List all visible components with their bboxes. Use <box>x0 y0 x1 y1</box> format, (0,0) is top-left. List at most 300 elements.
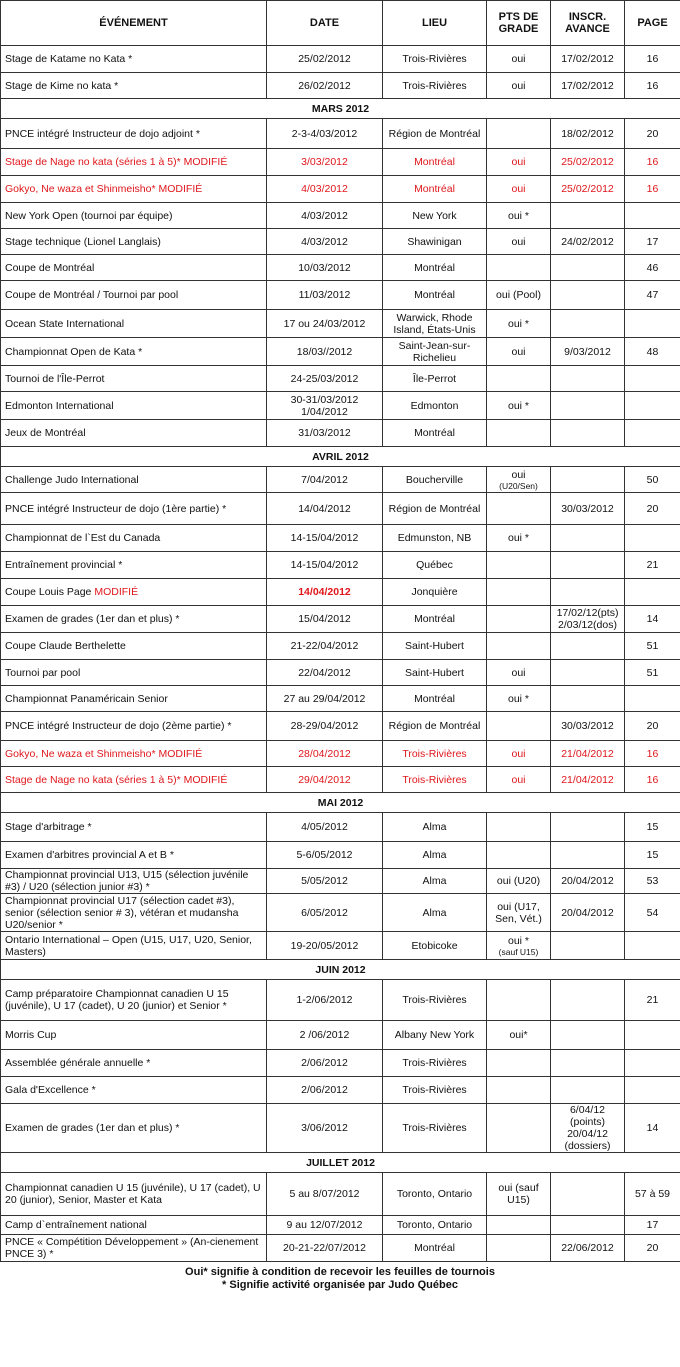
cell-date: 7/04/2012 <box>267 467 383 493</box>
event-row <box>1 420 680 447</box>
event-row <box>1 932 680 960</box>
cell-date: 2/06/2012 <box>267 1077 383 1104</box>
event-row <box>1 741 680 767</box>
cell-place: Toronto, Ontario <box>383 1173 487 1216</box>
cell-points <box>487 493 551 525</box>
event-row <box>1 1021 680 1050</box>
points-value: oui * <box>507 934 529 947</box>
cell-inscr <box>551 392 625 420</box>
cell-place: Etobicoke <box>383 932 487 960</box>
cell-date: 4/05/2012 <box>267 813 383 842</box>
event-row <box>1 525 680 552</box>
event-row <box>1 73 680 99</box>
cell-date: 5-6/05/2012 <box>267 842 383 869</box>
cell-place: Montréal <box>383 686 487 712</box>
cell-points <box>487 579 551 606</box>
cell-inscr <box>551 310 625 338</box>
cell-date: 9 au 12/07/2012 <box>267 1216 383 1235</box>
cell-page <box>625 310 680 338</box>
month-section-row <box>1 1153 680 1173</box>
cell-date: 14-15/04/2012 <box>267 525 383 552</box>
cell-place: Montréal <box>383 281 487 310</box>
event-row <box>1 686 680 712</box>
cell-date: 5/05/2012 <box>267 869 383 894</box>
cell-place: Alma <box>383 842 487 869</box>
cell-inscr: 18/02/2012 <box>551 119 625 149</box>
cell-inscr <box>551 980 625 1021</box>
cell-event: Championnat canadien U 15 (juvénile), U 17 (cadet), U 20 (junior), Senior, Master et Kata <box>1 1173 267 1216</box>
cell-page: 20 <box>625 1235 680 1262</box>
cell-page <box>625 392 680 420</box>
cell-event: Stage d'arbitrage * <box>1 813 267 842</box>
cell-points: oui * <box>487 310 551 338</box>
cell-points: oui (U20) <box>487 869 551 894</box>
cell-date: 14/04/2012 <box>267 579 383 606</box>
cell-place: Trois-Rivières <box>383 767 487 793</box>
cell-event: Stage de Katame no Kata * <box>1 46 267 73</box>
cell-event: Gala d'Excellence * <box>1 1077 267 1104</box>
cell-event: PNCE intégré Instructeur de dojo adjoint * <box>1 119 267 149</box>
month-heading: JUIN 2012 <box>1 960 680 980</box>
cell-points <box>487 1235 551 1262</box>
cell-place: Saint-Jean-sur-Richelieu <box>383 338 487 366</box>
cell-event: Challenge Judo International <box>1 467 267 493</box>
cell-page <box>625 1021 680 1050</box>
cell-page: 54 <box>625 894 680 932</box>
cell-page <box>625 1050 680 1077</box>
cell-points <box>487 366 551 392</box>
cell-page: 16 <box>625 176 680 203</box>
header-row <box>1 1 680 46</box>
month-heading: MARS 2012 <box>1 99 680 119</box>
cell-date: 28-29/04/2012 <box>267 712 383 741</box>
cell-date: 5 au 8/07/2012 <box>267 1173 383 1216</box>
cell-event: Championnat Open de Kata * <box>1 338 267 366</box>
cell-page: 15 <box>625 842 680 869</box>
cell-event: Entraînement provincial * <box>1 552 267 579</box>
points-note: (sauf U15) <box>498 946 539 957</box>
cell-place: Région de Montréal <box>383 119 487 149</box>
cell-inscr <box>551 552 625 579</box>
cell-page <box>625 420 680 447</box>
event-row <box>1 842 680 869</box>
cell-inscr <box>551 525 625 552</box>
cell-inscr: 30/03/2012 <box>551 712 625 741</box>
cell-inscr <box>551 1077 625 1104</box>
cell-inscr <box>551 1216 625 1235</box>
cell-event: Stage de Nage no kata (séries 1 à 5)* MODIFIÉ <box>1 149 267 176</box>
event-row <box>1 46 680 73</box>
event-row <box>1 255 680 281</box>
cell-inscr <box>551 203 625 229</box>
month-section-row <box>1 447 680 467</box>
header-page: PAGE <box>625 1 680 46</box>
cell-page <box>625 525 680 552</box>
event-row <box>1 633 680 660</box>
cell-points: oui (U17, Sen, Vét.) <box>487 894 551 932</box>
cell-place: Alma <box>383 894 487 932</box>
cell-inscr: 20/04/2012 <box>551 894 625 932</box>
cell-page: 15 <box>625 813 680 842</box>
cell-event: Coupe de Montréal / Tournoi par pool <box>1 281 267 310</box>
cell-place: Edmonton <box>383 392 487 420</box>
cell-place: Montréal <box>383 176 487 203</box>
cell-page: 51 <box>625 633 680 660</box>
event-row <box>1 1235 680 1262</box>
cell-page: 21 <box>625 980 680 1021</box>
points-note: (U20/Sen) <box>499 480 538 491</box>
cell-points: oui* <box>487 1021 551 1050</box>
cell-date: 3/06/2012 <box>267 1104 383 1153</box>
cell-points <box>487 255 551 281</box>
points-value: oui <box>511 468 526 481</box>
event-row <box>1 281 680 310</box>
cell-points: oui (sauf U15) <box>487 1173 551 1216</box>
cell-inscr <box>551 366 625 392</box>
month-section-row <box>1 793 680 813</box>
cell-points <box>487 420 551 447</box>
cell-date: 4/03/2012 <box>267 176 383 203</box>
cell-event: Coupe Claude Berthelette <box>1 633 267 660</box>
cell-date: 17 ou 24/03/2012 <box>267 310 383 338</box>
footer-note-1: Oui* signifie à condition de recevoir les feuilles de tournois <box>185 1266 495 1278</box>
cell-page: 20 <box>625 712 680 741</box>
cell-event <box>1 579 267 606</box>
cell-date: 1-2/06/2012 <box>267 980 383 1021</box>
cell-event: PNCE intégré Instructeur de dojo (1ère partie) * <box>1 493 267 525</box>
cell-event: Examen de grades (1er dan et plus) * <box>1 1104 267 1153</box>
month-section-row <box>1 960 680 980</box>
cell-date: 10/03/2012 <box>267 255 383 281</box>
event-row <box>1 894 680 932</box>
cell-date: 27 au 29/04/2012 <box>267 686 383 712</box>
cell-event: Championnat provincial U17 (sélection cadet #3), senior (sélection senior # 3), vétéran et mudansha U20/senior * <box>1 894 267 932</box>
event-row <box>1 813 680 842</box>
cell-place: Alma <box>383 813 487 842</box>
cell-points <box>487 1077 551 1104</box>
cell-inscr: 17/02/2012 <box>551 73 625 99</box>
cell-date: 25/02/2012 <box>267 46 383 73</box>
cell-inscr: 30/03/2012 <box>551 493 625 525</box>
cell-event: Assemblée générale annuelle * <box>1 1050 267 1077</box>
cell-event: Championnat provincial U13, U15 (sélection juvénile #3) / U20 (sélection junior #3) * <box>1 869 267 894</box>
cell-date: 22/04/2012 <box>267 660 383 686</box>
month-heading: MAI 2012 <box>1 793 680 813</box>
cell-place: Trois-Rivières <box>383 980 487 1021</box>
cell-page: 50 <box>625 467 680 493</box>
event-row <box>1 149 680 176</box>
footer-notes <box>0 1262 680 1292</box>
schedule-body <box>1 46 680 1262</box>
event-row <box>1 310 680 338</box>
cell-inscr: 21/04/2012 <box>551 741 625 767</box>
event-row <box>1 229 680 255</box>
header-inscr: INSCR. AVANCE <box>551 1 625 46</box>
event-row <box>1 338 680 366</box>
cell-points: oui <box>487 46 551 73</box>
cell-date: 18/03//2012 <box>267 338 383 366</box>
cell-points: oui <box>487 149 551 176</box>
cell-event: Championnat de l`Est du Canada <box>1 525 267 552</box>
cell-points: oui * <box>487 392 551 420</box>
cell-date: 15/04/2012 <box>267 606 383 633</box>
cell-event: Ocean State International <box>1 310 267 338</box>
cell-points: oui * <box>487 203 551 229</box>
cell-inscr <box>551 281 625 310</box>
cell-date: 30-31/03/2012 1/04/2012 <box>267 392 383 420</box>
cell-points <box>487 633 551 660</box>
cell-inscr: 24/02/2012 <box>551 229 625 255</box>
cell-date: 31/03/2012 <box>267 420 383 447</box>
cell-points <box>487 1104 551 1153</box>
cell-page: 16 <box>625 149 680 176</box>
cell-event: PNCE intégré Instructeur de dojo (2ème partie) * <box>1 712 267 741</box>
cell-event: Gokyo, Ne waza et Shinmeisho* MODIFIÉ <box>1 176 267 203</box>
cell-points <box>487 712 551 741</box>
cell-inscr <box>551 633 625 660</box>
cell-place: Edmunston, NB <box>383 525 487 552</box>
event-row <box>1 1216 680 1235</box>
footer-note-2: * Signifie activité organisée par Judo Québec <box>222 1279 458 1291</box>
cell-page: 51 <box>625 660 680 686</box>
event-row <box>1 1104 680 1153</box>
cell-place: Montréal <box>383 420 487 447</box>
cell-date: 4/03/2012 <box>267 203 383 229</box>
event-row <box>1 980 680 1021</box>
cell-page: 20 <box>625 493 680 525</box>
cell-points: oui <box>487 176 551 203</box>
cell-page: 14 <box>625 606 680 633</box>
cell-place: Trois-Rivières <box>383 1104 487 1153</box>
cell-points: oui * <box>487 525 551 552</box>
cell-date: 28/04/2012 <box>267 741 383 767</box>
cell-place: Trois-Rivières <box>383 741 487 767</box>
cell-place: Albany New York <box>383 1021 487 1050</box>
cell-place: Trois-Rivières <box>383 46 487 73</box>
cell-points: oui <box>487 229 551 255</box>
cell-event: Tournoi par pool <box>1 660 267 686</box>
cell-inscr: 20/04/2012 <box>551 869 625 894</box>
event-row <box>1 869 680 894</box>
cell-inscr <box>551 1173 625 1216</box>
cell-event: Jeux de Montréal <box>1 420 267 447</box>
cell-date: 19-20/05/2012 <box>267 932 383 960</box>
cell-points: oui <box>487 767 551 793</box>
cell-page: 16 <box>625 767 680 793</box>
cell-event: Morris Cup <box>1 1021 267 1050</box>
cell-date: 20-21-22/07/2012 <box>267 1235 383 1262</box>
cell-page: 21 <box>625 552 680 579</box>
event-row <box>1 176 680 203</box>
cell-event: Camp d`entraînement national <box>1 1216 267 1235</box>
cell-page: 17 <box>625 229 680 255</box>
cell-event: Championnat Panaméricain Senior <box>1 686 267 712</box>
cell-page: 17 <box>625 1216 680 1235</box>
event-row <box>1 366 680 392</box>
month-heading: JUILLET 2012 <box>1 1153 680 1173</box>
cell-points: oui <box>487 741 551 767</box>
cell-place: Trois-Rivières <box>383 1077 487 1104</box>
header-points: PTS DE GRADE <box>487 1 551 46</box>
cell-place: Shawinigan <box>383 229 487 255</box>
cell-place: Saint-Hubert <box>383 660 487 686</box>
cell-date: 2-3-4/03/2012 <box>267 119 383 149</box>
cell-page: 57 à 59 <box>625 1173 680 1216</box>
cell-date: 26/02/2012 <box>267 73 383 99</box>
cell-place: Toronto, Ontario <box>383 1216 487 1235</box>
cell-page: 16 <box>625 46 680 73</box>
cell-place: Trois-Rivières <box>383 73 487 99</box>
event-row <box>1 1077 680 1104</box>
header-date: DATE <box>267 1 383 46</box>
cell-date: 6/05/2012 <box>267 894 383 932</box>
event-row <box>1 467 680 493</box>
cell-inscr <box>551 842 625 869</box>
cell-points <box>487 842 551 869</box>
cell-event: Coupe de Montréal <box>1 255 267 281</box>
cell-date: 11/03/2012 <box>267 281 383 310</box>
cell-place: Montréal <box>383 606 487 633</box>
cell-event: Stage de Nage no kata (séries 1 à 5)* MODIFIÉ <box>1 767 267 793</box>
event-row <box>1 1173 680 1216</box>
cell-inscr <box>551 579 625 606</box>
cell-event: Examen d'arbitres provincial A et B * <box>1 842 267 869</box>
cell-event: Gokyo, Ne waza et Shinmeisho* MODIFIÉ <box>1 741 267 767</box>
cell-points: oui (Pool) <box>487 281 551 310</box>
cell-points <box>487 467 551 493</box>
cell-page: 16 <box>625 741 680 767</box>
cell-points: oui * <box>487 686 551 712</box>
cell-place: Région de Montréal <box>383 493 487 525</box>
cell-inscr: 22/06/2012 <box>551 1235 625 1262</box>
cell-place: Montréal <box>383 149 487 176</box>
cell-place: Alma <box>383 869 487 894</box>
cell-page: 20 <box>625 119 680 149</box>
cell-event: Camp préparatoire Championnat canadien U 15 (juvénile), U 17 (cadet), U 20 (junior) et Senior * <box>1 980 267 1021</box>
cell-event: PNCE « Compétition Développement » (An-cienement PNCE 3) * <box>1 1235 267 1262</box>
cell-place: Saint-Hubert <box>383 633 487 660</box>
cell-place: Montréal <box>383 1235 487 1262</box>
cell-date: 21-22/04/2012 <box>267 633 383 660</box>
cell-place: Région de Montréal <box>383 712 487 741</box>
event-name: Coupe Louis Page <box>5 586 92 598</box>
cell-event: Ontario International – Open (U15, U17, U20, Senior, Masters) <box>1 932 267 960</box>
cell-inscr <box>551 1050 625 1077</box>
event-row <box>1 660 680 686</box>
cell-points <box>487 552 551 579</box>
month-heading: AVRIL 2012 <box>1 447 680 467</box>
cell-page <box>625 932 680 960</box>
cell-inscr <box>551 660 625 686</box>
cell-points <box>487 606 551 633</box>
cell-points <box>487 932 551 960</box>
cell-event: Tournoi de l'Île-Perrot <box>1 366 267 392</box>
cell-date: 2/06/2012 <box>267 1050 383 1077</box>
cell-inscr: 25/02/2012 <box>551 149 625 176</box>
cell-place: Île-Perrot <box>383 366 487 392</box>
cell-page: 53 <box>625 869 680 894</box>
cell-inscr: 6/04/12 (points) 20/04/12 (dossiers) <box>551 1104 625 1153</box>
cell-inscr <box>551 255 625 281</box>
cell-page <box>625 366 680 392</box>
cell-page <box>625 579 680 606</box>
cell-inscr <box>551 1021 625 1050</box>
event-row <box>1 203 680 229</box>
cell-points <box>487 980 551 1021</box>
cell-date: 2 /06/2012 <box>267 1021 383 1050</box>
event-row <box>1 493 680 525</box>
event-row <box>1 552 680 579</box>
cell-inscr <box>551 932 625 960</box>
month-section-row <box>1 99 680 119</box>
cell-inscr: 17/02/2012 <box>551 46 625 73</box>
cell-place: New York <box>383 203 487 229</box>
cell-points: oui <box>487 660 551 686</box>
event-row <box>1 712 680 741</box>
cell-page: 47 <box>625 281 680 310</box>
cell-place: Jonquière <box>383 579 487 606</box>
cell-page <box>625 686 680 712</box>
cell-points <box>487 1050 551 1077</box>
cell-event: Stage de Kime no kata * <box>1 73 267 99</box>
cell-page: 16 <box>625 73 680 99</box>
modified-flag: MODIFIÉ <box>94 586 139 598</box>
cell-event: New York Open (tournoi par équipe) <box>1 203 267 229</box>
cell-place: Montréal <box>383 255 487 281</box>
cell-page: 46 <box>625 255 680 281</box>
event-row <box>1 119 680 149</box>
cell-place: Trois-Rivières <box>383 1050 487 1077</box>
cell-date: 3/03/2012 <box>267 149 383 176</box>
cell-inscr: 17/02/12(pts) 2/03/12(dos) <box>551 606 625 633</box>
event-row <box>1 1050 680 1077</box>
event-row <box>1 579 680 606</box>
header-place: LIEU <box>383 1 487 46</box>
cell-inscr: 9/03/2012 <box>551 338 625 366</box>
event-row <box>1 392 680 420</box>
cell-date: 14/04/2012 <box>267 493 383 525</box>
cell-inscr: 21/04/2012 <box>551 767 625 793</box>
cell-event: Examen de grades (1er dan et plus) * <box>1 606 267 633</box>
cell-inscr: 25/02/2012 <box>551 176 625 203</box>
cell-place: Boucherville <box>383 467 487 493</box>
cell-page <box>625 1077 680 1104</box>
cell-points <box>487 119 551 149</box>
cell-event: Stage technique (Lionel Langlais) <box>1 229 267 255</box>
cell-inscr <box>551 420 625 447</box>
cell-place: Québec <box>383 552 487 579</box>
cell-date: 24-25/03/2012 <box>267 366 383 392</box>
cell-inscr <box>551 467 625 493</box>
cell-points <box>487 813 551 842</box>
cell-inscr <box>551 686 625 712</box>
cell-points: oui <box>487 338 551 366</box>
cell-event: Edmonton International <box>1 392 267 420</box>
header-event: ÉVÉNEMENT <box>1 1 267 46</box>
cell-page <box>625 203 680 229</box>
cell-date: 29/04/2012 <box>267 767 383 793</box>
cell-page: 48 <box>625 338 680 366</box>
cell-place: Warwick, Rhode Island, États-Unis <box>383 310 487 338</box>
cell-inscr <box>551 813 625 842</box>
cell-date: 4/03/2012 <box>267 229 383 255</box>
cell-points <box>487 1216 551 1235</box>
cell-page: 14 <box>625 1104 680 1153</box>
cell-date: 14-15/04/2012 <box>267 552 383 579</box>
event-row <box>1 767 680 793</box>
cell-points: oui <box>487 73 551 99</box>
event-row <box>1 606 680 633</box>
